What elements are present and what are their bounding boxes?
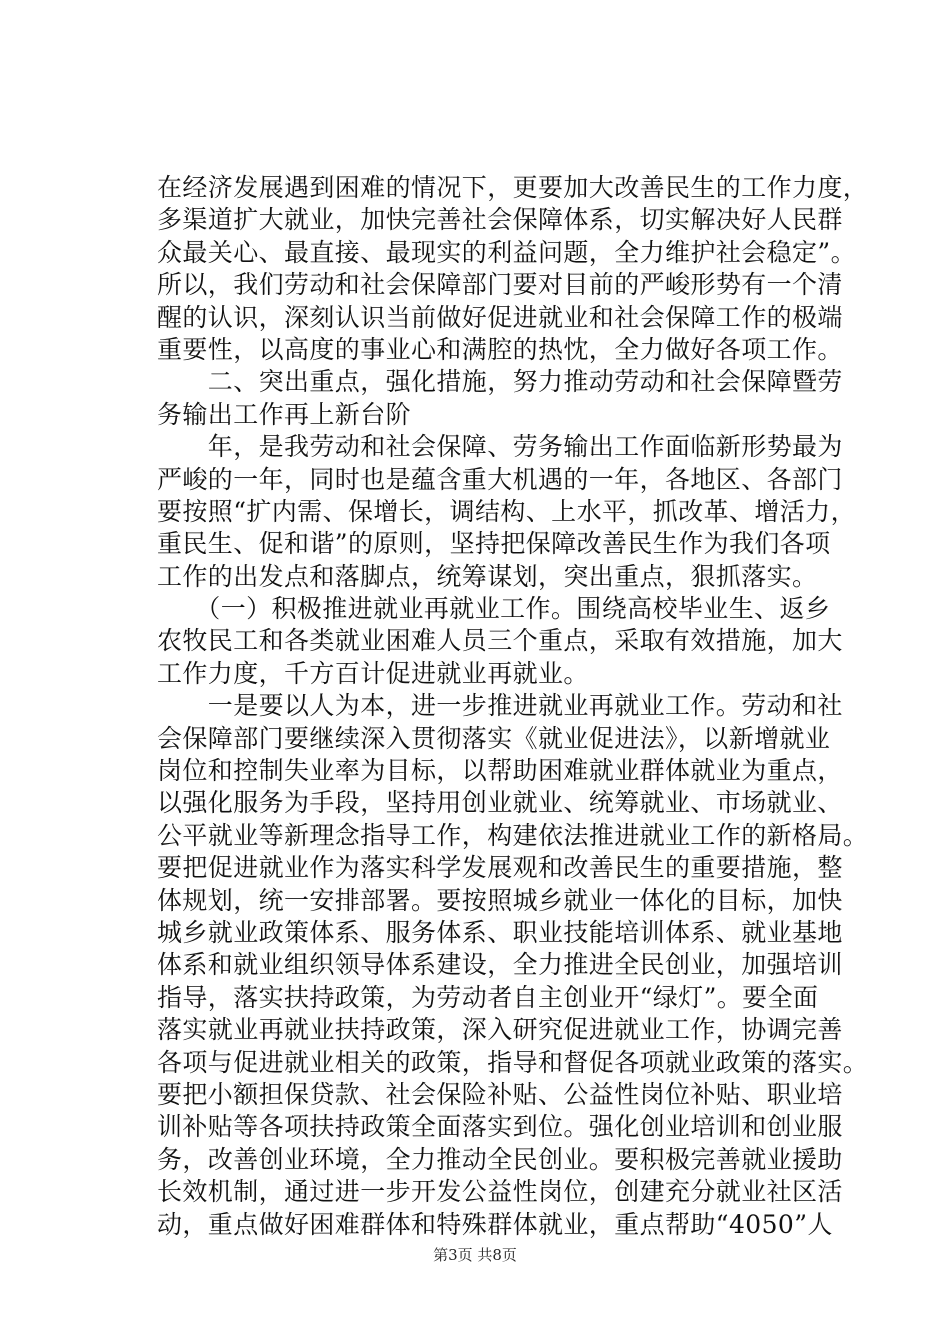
text-line: 岗位和控制失业率为目标，以帮助困难就业群体就业为重点， [157, 756, 843, 786]
text-line: 农牧民工和各类就业困难人员三个重点，采取有效措施，加大 [157, 626, 843, 656]
text-line: （一）积极推进就业再就业工作。围绕高校毕业生、返乡 [157, 594, 831, 624]
text-line: 工作的出发点和落脚点，统筹谋划，突出重点，狠抓落实。 [157, 561, 818, 591]
text-line: 醒的认识，深刻认识当前做好促进就业和社会保障工作的极端 [157, 302, 843, 332]
text-line: 训补贴等各项扶持政策全面落实到位。强化创业培训和创业服 [157, 1112, 843, 1142]
text-line: 一是要以人为本，进一步推进就业再就业工作。劳动和社 [157, 691, 843, 721]
text-line: 会保障部门要继续深入贯彻落实《就业促进法》，以新增就业 [157, 723, 831, 753]
text-line: 指导，落实扶持政策，为劳动者自主创业开“绿灯”。要全面 [157, 982, 819, 1012]
text-line: 务，改善创业环境，全力推动全民创业。要积极完善就业援助 [157, 1144, 843, 1174]
text-line: 长效机制，通过进一步开发公益性岗位，创建充分就业社区活 [157, 1177, 843, 1207]
text-line: 体系和就业组织领导体系建设，全力推进全民创业，加强培训 [157, 950, 843, 980]
text-line: 城乡就业政策体系、服务体系、职业技能培训体系、就业基地 [157, 917, 843, 947]
text-line: 要按照“扩内需、保增长，调结构、上水平，抓改革、增活力， [157, 496, 856, 526]
document-body [157, 172, 869, 1241]
text-line: 落实就业再就业扶持政策，深入研究促进就业工作，协调完善 [157, 1015, 843, 1045]
page-footer: 第3页 共8页 [433, 1246, 517, 1264]
text-line: 严峻的一年，同时也是蕴含重大机遇的一年，各地区、各部门 [157, 464, 843, 494]
text-line: 二、突出重点，强化措施，努力推动劳动和社会保障暨劳 [157, 367, 843, 397]
text-line: 年，是我劳动和社会保障、劳务输出工作面临新形势最为 [157, 432, 843, 462]
text-line: 要把小额担保贷款、社会保险补贴、公益性岗位补贴、职业培 [157, 1079, 843, 1109]
text-line: 工作力度，千方百计促进就业再就业。 [157, 658, 589, 688]
text-line: 公平就业等新理念指导工作，构建依法推进就业工作的新格局。 [157, 820, 869, 850]
text-line: 各项与促进就业相关的政策，指导和督促各项就业政策的落实。 [157, 1047, 869, 1077]
text-line: 多渠道扩大就业，加快完善社会保障体系，切实解决好人民群 [157, 205, 843, 235]
text-line: 重要性，以高度的事业心和满腔的热忱，全力做好各项工作。 [157, 334, 843, 364]
text-line: 动，重点做好困难群体和特殊群体就业，重点帮助“4050”人 [157, 1209, 833, 1239]
text-line: 体规划，统一安排部署。要按照城乡就业一体化的目标，加快 [157, 885, 843, 915]
text-line: 要把促进就业作为落实科学发展观和改善民生的重要措施，整 [157, 853, 843, 883]
text-line: 以强化服务为手段，坚持用创业就业、统筹就业、市场就业、 [157, 788, 843, 818]
text-line: 重民生、促和谐”的原则，坚持把保障改善民生作为我们各项 [157, 529, 831, 559]
text-line: 在经济发展遇到困难的情况下，更要加大改善民生的工作力度， [157, 173, 869, 202]
text-line: 所以，我们劳动和社会保障部门要对目前的严峻形势有一个清 [157, 270, 843, 300]
text-line: 务输出工作再上新台阶 [157, 399, 412, 429]
text-line: 众最关心、最直接、最现实的利益问题，全力维护社会稳定”。 [157, 237, 856, 267]
